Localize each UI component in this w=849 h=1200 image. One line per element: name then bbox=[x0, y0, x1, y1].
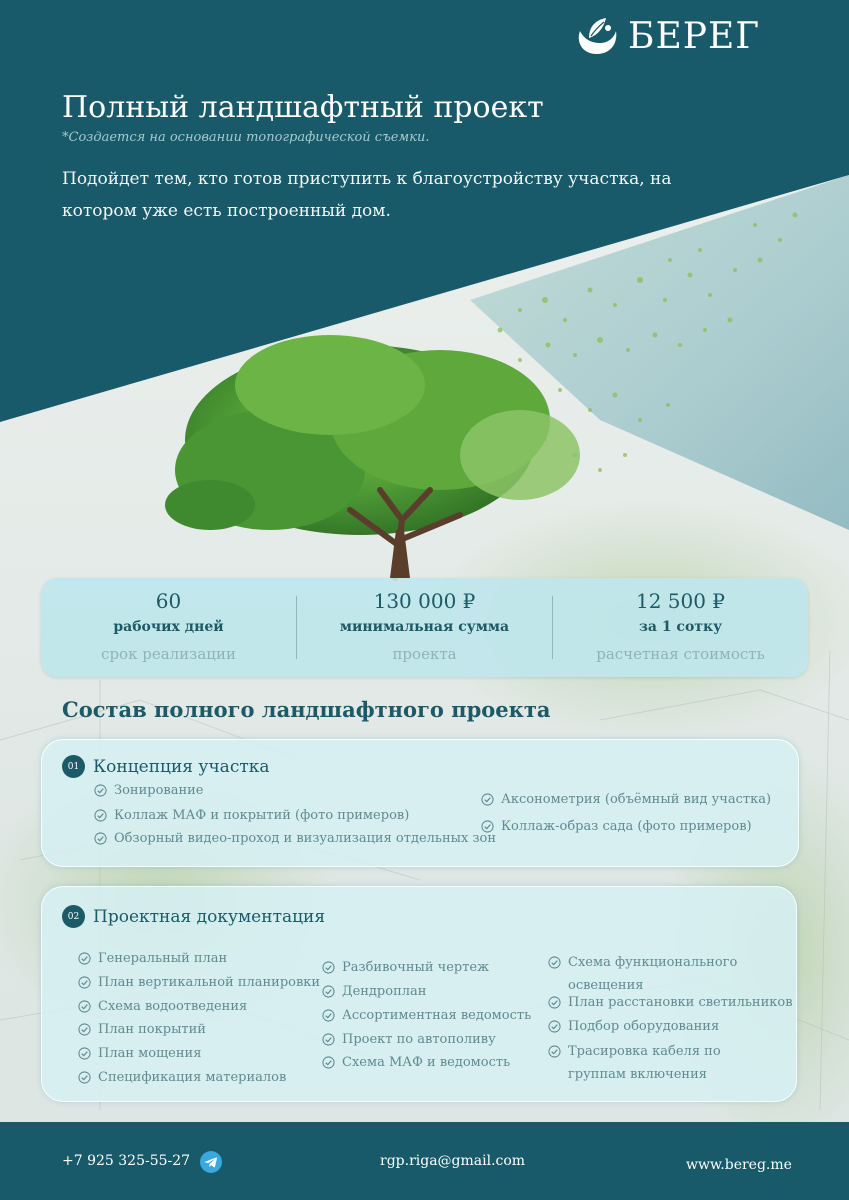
list-item-label: Схема водоотведения bbox=[98, 999, 248, 1014]
stat-unit: минимальная сумма bbox=[339, 618, 510, 635]
page-subtitle: *Создается на основании топографической съемки. bbox=[62, 130, 430, 145]
section-number-badge: 01 bbox=[62, 755, 85, 778]
list-item bbox=[78, 1066, 286, 1089]
check-icon bbox=[322, 1056, 335, 1069]
page-title: Полный ландшафтный проект bbox=[62, 90, 544, 125]
list-item bbox=[481, 788, 771, 811]
footer-email-link[interactable]: rgp.riga@gmail.com bbox=[380, 1153, 526, 1169]
check-icon bbox=[322, 985, 335, 998]
list-item bbox=[78, 1042, 201, 1065]
composition-title: Состав полного ландшафтного проекта bbox=[62, 697, 551, 722]
stat-value: 12 500 ₽ bbox=[635, 588, 726, 613]
check-icon bbox=[78, 1023, 91, 1036]
list-item bbox=[322, 956, 489, 979]
stat-min-price bbox=[297, 578, 552, 677]
check-icon bbox=[322, 961, 335, 974]
list-item-label: Проект по автополиву bbox=[342, 1032, 496, 1047]
list-item-label: План покрытий bbox=[98, 1022, 206, 1037]
check-icon bbox=[78, 1000, 91, 1013]
check-icon bbox=[78, 976, 91, 989]
check-icon bbox=[94, 809, 107, 822]
list-item bbox=[78, 995, 247, 1018]
list-item bbox=[481, 815, 752, 838]
check-icon bbox=[481, 793, 494, 806]
stat-duration bbox=[41, 578, 296, 677]
check-icon bbox=[548, 1020, 561, 1033]
list-item-label: Зонирование bbox=[114, 783, 204, 798]
section-header bbox=[62, 755, 270, 778]
list-item bbox=[94, 827, 496, 850]
list-item bbox=[548, 1015, 719, 1038]
section-number-badge: 02 bbox=[62, 905, 85, 928]
list-item-label: Схема функционального освещения bbox=[568, 955, 738, 993]
stats-panel bbox=[41, 578, 808, 677]
check-icon bbox=[322, 1033, 335, 1046]
list-item-label: Коллаж МАФ и покрытий (фото примеров) bbox=[114, 808, 410, 823]
list-item bbox=[322, 1051, 510, 1074]
brand-name: БЕРЕГ bbox=[628, 15, 761, 57]
check-icon bbox=[481, 820, 494, 833]
stat-unit: рабочих дней bbox=[113, 618, 224, 635]
check-icon bbox=[548, 996, 561, 1009]
list-item-label: План вертикальной планировки bbox=[98, 975, 321, 990]
list-item bbox=[78, 1018, 206, 1041]
list-item bbox=[78, 947, 227, 970]
footer-phone-link[interactable]: +7 925 325-55-27 bbox=[62, 1153, 191, 1169]
list-item-label: Коллаж-образ сада (фото примеров) bbox=[501, 819, 752, 834]
logo-leaf-icon bbox=[574, 14, 620, 58]
list-item bbox=[322, 980, 426, 1003]
section-title: Проектная документация bbox=[93, 906, 326, 927]
list-item bbox=[94, 804, 409, 827]
check-icon bbox=[548, 956, 561, 969]
section-title: Концепция участка bbox=[93, 756, 270, 777]
stat-note: проекта bbox=[392, 644, 457, 663]
list-item-label: Дендроплан bbox=[342, 984, 427, 999]
check-icon bbox=[322, 1009, 335, 1022]
stat-value: 60 bbox=[155, 588, 182, 613]
brand-logo[interactable] bbox=[574, 12, 760, 60]
lead-text: Подойдет тем, кто готов приступить к благоустройству участка, на котором уже есть построенный дом. bbox=[62, 169, 672, 221]
list-item-label: Разбивочный чертеж bbox=[342, 960, 490, 975]
section-header bbox=[62, 905, 325, 928]
list-item-label: План расстановки светильников bbox=[568, 995, 793, 1010]
list-item-label: Трасировка кабеля по группам включения bbox=[568, 1044, 721, 1082]
stat-value: 130 000 ₽ bbox=[373, 588, 476, 613]
check-icon bbox=[78, 1071, 91, 1084]
list-item-label: Ассортиментная ведомость bbox=[342, 1008, 532, 1023]
list-item-label: Схема МАФ и ведомость bbox=[342, 1055, 511, 1070]
list-item-label: Аксонометрия (объёмный вид участка) bbox=[501, 792, 772, 807]
list-item bbox=[94, 779, 204, 802]
footer-website-link[interactable]: www.bereg.me bbox=[686, 1157, 792, 1173]
stat-price-per-plot bbox=[553, 578, 808, 677]
stat-unit: за 1 сотку bbox=[638, 618, 723, 635]
list-item bbox=[78, 971, 320, 994]
list-item bbox=[322, 1004, 531, 1027]
list-item-label: Спецификация материалов bbox=[98, 1070, 287, 1085]
list-item-label: Генеральный план bbox=[98, 951, 228, 966]
list-item-label: Обзорный видео-проход и визуализация отдельных зон bbox=[114, 831, 497, 846]
check-icon bbox=[78, 952, 91, 965]
telegram-icon[interactable] bbox=[200, 1151, 222, 1173]
list-item-label: План мощения bbox=[98, 1046, 202, 1061]
list-item bbox=[548, 1040, 768, 1086]
list-item bbox=[548, 991, 793, 1014]
list-item bbox=[322, 1028, 496, 1051]
check-icon bbox=[94, 784, 107, 797]
stat-note: расчетная стоимость bbox=[596, 644, 765, 663]
check-icon bbox=[548, 1045, 561, 1058]
stat-note: срок реализации bbox=[101, 644, 236, 663]
list-item-label: Подбор оборудования bbox=[568, 1019, 720, 1034]
check-icon bbox=[94, 832, 107, 845]
check-icon bbox=[78, 1047, 91, 1060]
